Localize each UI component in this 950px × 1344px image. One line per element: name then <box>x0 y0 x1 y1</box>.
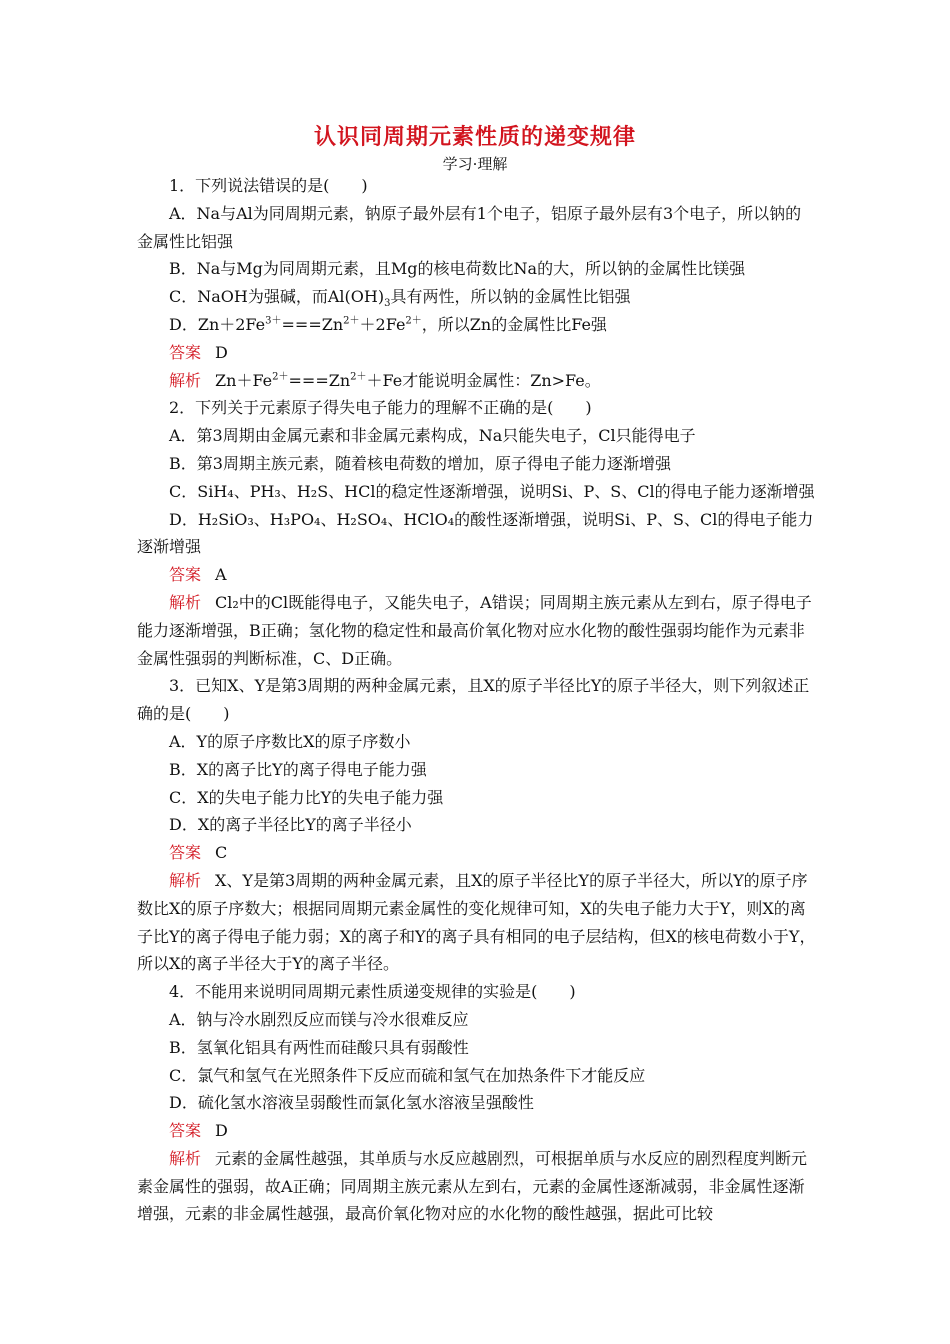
q3-option-c: C．X的失电子能力比Y的失电子能力强 <box>169 787 444 807</box>
q4-analysis <box>137 1145 817 1228</box>
q1-option-b: B．Na与Mg为同周期元素，且Mg的核电荷数比Na的大，所以钠的金属性比镁强 <box>169 259 746 279</box>
q4-answer <box>137 1117 817 1145</box>
q4-option-d: D．硫化氢水溶液呈弱酸性而氯化氢水溶液呈强酸性 <box>169 1093 534 1113</box>
page-subtitle: 学习·理解 <box>442 155 508 173</box>
q1-option-d-sup1: 3＋ <box>265 315 282 327</box>
analysis-label: 解析 <box>169 370 202 390</box>
q2-stem: 2．下列关于元素原子得失电子能力的理解不正确的是( ) <box>169 398 592 418</box>
q3-analysis-text: X、Y是第3周期的两种金属元素，且X的原子半径比Y的原子半径大，所以Y的原子序数比X的原子序数大；根据同周期元素金属性的变化规律可知，X的失电子能力大于Y，则X的离子比Y的离子得电子能力弱；X的离子和Y的离子具有相同的电子层结构，但X的核电荷数小于Y，所以X的离子半径大于Y的离子半径。 <box>137 870 816 974</box>
q1-analysis-sup1: 2＋ <box>272 371 289 383</box>
page-title: 认识同周期元素性质的递变规律 <box>313 125 636 150</box>
q1-option-d-text4: ，所以Zn的金属性比Fe强 <box>421 314 607 334</box>
q2-answer-value: A <box>215 565 227 585</box>
q2-option-d: D．H₂SiO₃、H₃PO₄、H₂SO₄、HClO₄的酸性逐渐增强，说明Si、P、S、Cl的得电子能力逐渐增强 <box>137 509 814 557</box>
q4-answer-value: D <box>215 1121 228 1141</box>
q1-analysis-text1: Zn＋Fe <box>215 370 273 390</box>
q1-option-d-text3: ＋2Fe <box>359 314 406 334</box>
q1-answer-value: D <box>215 342 228 362</box>
q2-analysis <box>137 589 817 672</box>
q1-analysis-sup2: 2＋ <box>350 371 367 383</box>
answer-label: 答案 <box>169 843 202 863</box>
q1-analysis-text2: ===Zn <box>288 370 351 390</box>
q3-option-b: B．X的离子比Y的离子得电子能力强 <box>169 759 427 779</box>
document-body <box>137 172 817 1228</box>
q1-option-c <box>137 283 817 311</box>
q3-answer <box>137 839 817 867</box>
q1-answer <box>137 339 817 367</box>
q4-option-c: C．氯气和氢气在光照条件下反应而硫和氢气在加热条件下才能反应 <box>169 1065 646 1085</box>
q1-stem: 1．下列说法错误的是( ) <box>169 176 368 195</box>
q2-answer <box>137 561 817 589</box>
q1-option-c-sub: 3 <box>384 298 391 310</box>
q1-option-d-sup3: 2＋ <box>405 315 422 327</box>
answer-label: 答案 <box>169 342 202 362</box>
q4-option-b: B．氢氧化铝具有两性而硅酸只具有弱酸性 <box>169 1037 469 1057</box>
analysis-label: 解析 <box>169 592 202 612</box>
q1-analysis <box>137 367 817 395</box>
analysis-label: 解析 <box>169 1148 202 1168</box>
q1-option-c-text: C．NaOH为强碱，而Al(OH) <box>169 287 385 307</box>
q1-option-a: A．Na与Al为同周期元素，钠原子最外层有1个电子，铝原子最外层有3个电子，所以钠的金属性比铝强 <box>137 203 802 251</box>
answer-label: 答案 <box>169 565 202 585</box>
q3-stem: 3．已知X、Y是第3周期的两种金属元素，且X的原子半径比Y的原子半径大，则下列叙述正确的是( ) <box>137 676 810 724</box>
q4-option-a: A．钠与冷水剧烈反应而镁与冷水很难反应 <box>169 1009 469 1029</box>
q3-option-d: D．X的离子半径比Y的离子半径小 <box>169 815 412 835</box>
q3-answer-value: C <box>215 843 228 863</box>
q3-option-a: A．Y的原子序数比X的原子序数小 <box>169 731 411 751</box>
q4-stem: 4．不能用来说明同周期元素性质递变规律的实验是( ) <box>169 982 576 1002</box>
q1-option-c-text2: 具有两性，所以钠的金属性比铝强 <box>390 287 631 307</box>
answer-label: 答案 <box>169 1121 202 1141</box>
q2-option-b: B．第3周期主族元素，随着核电荷数的增加，原子得电子能力逐渐增强 <box>169 453 671 473</box>
q3-analysis <box>137 867 817 978</box>
q4-analysis-text: 元素的金属性越强，其单质与水反应越剧烈，可根据单质与水反应的剧烈程度判断元素金属性的强弱，故A正确；同周期主族元素从左到右，元素的金属性逐渐减弱，非金属性逐渐增强，元素的非金属性越强，最高价氧化物对应的水化物的酸性越强，据此可比较 <box>137 1148 808 1224</box>
q1-option-d-text1: D．Zn＋2Fe <box>169 314 266 334</box>
q1-analysis-text3: ＋Fe才能说明金属性：Zn>Fe。 <box>366 370 601 390</box>
q2-option-a: A．第3周期由金属元素和非金属元素构成，Na只能失电子，Cl只能得电子 <box>169 426 696 446</box>
q1-option-d <box>137 311 817 339</box>
q2-option-c: C．SiH₄、PH₃、H₂S、HCl的稳定性逐渐增强，说明Si、P、S、Cl的得电子能力逐渐增强 <box>169 481 815 501</box>
q1-option-d-text2: ===Zn <box>281 314 344 334</box>
q2-analysis-text: Cl₂中的Cl既能得电子，又能失电子，A错误；同周期主族元素从左到右，原子得电子能力逐渐增强，B正确；氢化物的稳定性和最高价氧化物对应水化物的酸性强弱均能作为元素非金属性强弱的判断标准，C、D正确。 <box>137 592 812 668</box>
analysis-label: 解析 <box>169 870 202 890</box>
q1-option-d-sup2: 2＋ <box>343 315 360 327</box>
